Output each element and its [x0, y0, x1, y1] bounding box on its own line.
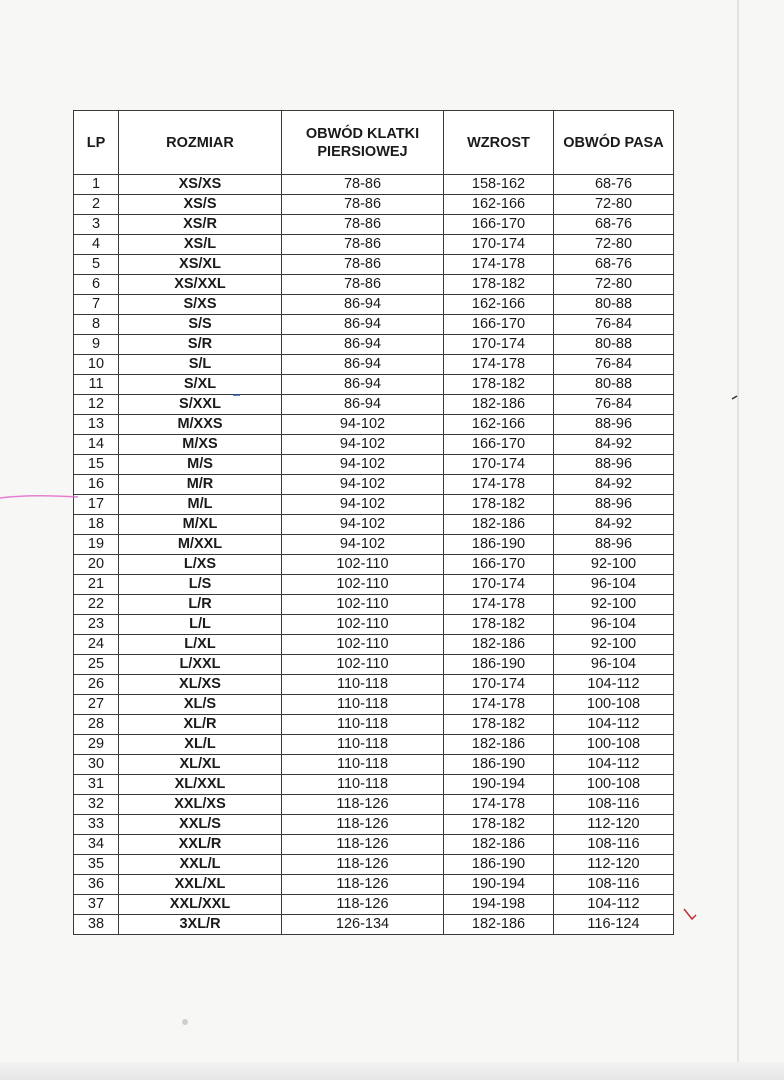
row-obwod-pasa-cell: 104-112 [554, 715, 674, 735]
row-lp-cell: 23 [74, 615, 119, 635]
row-wzrost-cell: 182-186 [444, 835, 554, 855]
row-obwod-pasa-cell: 72-80 [554, 235, 674, 255]
table-row [74, 415, 674, 435]
row-rozmiar-cell: XS/XL [119, 255, 282, 275]
row-wzrost-cell: 170-174 [444, 335, 554, 355]
table-row [74, 475, 674, 495]
row-wzrost-cell: 194-198 [444, 895, 554, 915]
row-rozmiar-cell: XXL/R [119, 835, 282, 855]
row-obwod-klatki-cell: 118-126 [282, 875, 444, 895]
row-obwod-klatki-cell: 78-86 [282, 195, 444, 215]
row-lp-cell: 28 [74, 715, 119, 735]
table-row [74, 535, 674, 555]
row-lp-cell: 30 [74, 755, 119, 775]
row-rozmiar-cell: XS/L [119, 235, 282, 255]
row-obwod-pasa-cell: 100-108 [554, 775, 674, 795]
row-obwod-pasa-cell: 96-104 [554, 575, 674, 595]
row-lp-cell: 32 [74, 795, 119, 815]
page-edge [737, 0, 739, 1080]
table-row [74, 715, 674, 735]
row-wzrost-cell: 178-182 [444, 275, 554, 295]
row-obwod-klatki-cell: 86-94 [282, 335, 444, 355]
row-obwod-pasa-cell: 96-104 [554, 615, 674, 635]
header-rozmiar: ROZMIAR [119, 111, 282, 175]
row-lp-cell: 10 [74, 355, 119, 375]
row-obwod-pasa-cell: 80-88 [554, 335, 674, 355]
table-row [74, 395, 674, 415]
table-row [74, 335, 674, 355]
row-obwod-klatki-cell: 102-110 [282, 575, 444, 595]
row-rozmiar-cell: M/L [119, 495, 282, 515]
row-obwod-klatki-cell: 118-126 [282, 795, 444, 815]
row-rozmiar-cell: XL/XXL [119, 775, 282, 795]
row-wzrost-cell: 174-178 [444, 475, 554, 495]
row-wzrost-cell: 182-186 [444, 735, 554, 755]
row-obwod-klatki-cell: 86-94 [282, 355, 444, 375]
row-lp-cell: 35 [74, 855, 119, 875]
row-lp-cell: 34 [74, 835, 119, 855]
row-wzrost-cell: 186-190 [444, 535, 554, 555]
row-wzrost-cell: 186-190 [444, 855, 554, 875]
row-wzrost-cell: 182-186 [444, 915, 554, 935]
row-rozmiar-cell: S/R [119, 335, 282, 355]
table-row [74, 375, 674, 395]
row-obwod-klatki-cell: 110-118 [282, 715, 444, 735]
row-lp-cell: 4 [74, 235, 119, 255]
row-rozmiar-cell: XXL/XS [119, 795, 282, 815]
red-pen-mark [680, 905, 700, 925]
row-lp-cell: 6 [74, 275, 119, 295]
row-lp-cell: 20 [74, 555, 119, 575]
table-row [74, 675, 674, 695]
row-rozmiar-cell: XL/XS [119, 675, 282, 695]
row-wzrost-cell: 174-178 [444, 595, 554, 615]
row-obwod-klatki-cell: 94-102 [282, 475, 444, 495]
row-obwod-pasa-cell: 92-100 [554, 595, 674, 615]
row-rozmiar-cell: XL/XL [119, 755, 282, 775]
row-wzrost-cell: 178-182 [444, 615, 554, 635]
row-obwod-klatki-cell: 118-126 [282, 835, 444, 855]
table-row [74, 295, 674, 315]
row-obwod-klatki-cell: 102-110 [282, 595, 444, 615]
row-rozmiar-cell: S/XS [119, 295, 282, 315]
table-row [74, 615, 674, 635]
row-obwod-klatki-cell: 102-110 [282, 635, 444, 655]
row-rozmiar-cell: XS/R [119, 215, 282, 235]
row-obwod-klatki-cell: 110-118 [282, 695, 444, 715]
row-wzrost-cell: 178-182 [444, 375, 554, 395]
row-wzrost-cell: 178-182 [444, 715, 554, 735]
row-rozmiar-cell: M/S [119, 455, 282, 475]
row-lp-cell: 11 [74, 375, 119, 395]
row-wzrost-cell: 162-166 [444, 295, 554, 315]
row-lp-cell: 13 [74, 415, 119, 435]
pink-pen-stroke [0, 488, 80, 508]
table-row [74, 235, 674, 255]
row-rozmiar-cell: L/XXL [119, 655, 282, 675]
row-obwod-pasa-cell: 68-76 [554, 255, 674, 275]
row-wzrost-cell: 174-178 [444, 695, 554, 715]
table-row [74, 195, 674, 215]
row-obwod-klatki-cell: 94-102 [282, 515, 444, 535]
table-row [74, 175, 674, 195]
row-obwod-pasa-cell: 88-96 [554, 535, 674, 555]
row-obwod-klatki-cell: 110-118 [282, 775, 444, 795]
row-wzrost-cell: 190-194 [444, 775, 554, 795]
table-row [74, 215, 674, 235]
row-rozmiar-cell: XXL/L [119, 855, 282, 875]
row-wzrost-cell: 158-162 [444, 175, 554, 195]
row-rozmiar-cell: S/L [119, 355, 282, 375]
row-obwod-pasa-cell: 108-116 [554, 795, 674, 815]
row-rozmiar-cell: XS/S [119, 195, 282, 215]
table-row [74, 755, 674, 775]
row-wzrost-cell: 174-178 [444, 795, 554, 815]
row-obwod-pasa-cell: 68-76 [554, 175, 674, 195]
row-obwod-klatki-cell: 126-134 [282, 915, 444, 935]
row-rozmiar-cell: M/XL [119, 515, 282, 535]
header-wzrost: WZROST [444, 111, 554, 175]
table-row [74, 515, 674, 535]
row-lp-cell: 5 [74, 255, 119, 275]
row-obwod-klatki-cell: 102-110 [282, 555, 444, 575]
row-obwod-klatki-cell: 110-118 [282, 675, 444, 695]
row-lp-cell: 2 [74, 195, 119, 215]
row-obwod-klatki-cell: 78-86 [282, 255, 444, 275]
row-wzrost-cell: 170-174 [444, 455, 554, 475]
row-obwod-pasa-cell: 72-80 [554, 275, 674, 295]
table-row [74, 255, 674, 275]
row-lp-cell: 15 [74, 455, 119, 475]
row-wzrost-cell: 186-190 [444, 655, 554, 675]
row-rozmiar-cell: XS/XS [119, 175, 282, 195]
table-row [74, 795, 674, 815]
row-lp-cell: 24 [74, 635, 119, 655]
row-obwod-klatki-cell: 78-86 [282, 215, 444, 235]
row-rozmiar-cell: L/L [119, 615, 282, 635]
row-obwod-klatki-cell: 102-110 [282, 655, 444, 675]
grey-speck [178, 1016, 192, 1028]
row-wzrost-cell: 178-182 [444, 495, 554, 515]
row-obwod-pasa-cell: 104-112 [554, 675, 674, 695]
row-obwod-pasa-cell: 76-84 [554, 355, 674, 375]
row-lp-cell: 29 [74, 735, 119, 755]
row-wzrost-cell: 170-174 [444, 575, 554, 595]
table-row [74, 635, 674, 655]
row-rozmiar-cell: XL/R [119, 715, 282, 735]
table-row [74, 855, 674, 875]
header-obwod-pasa: OBWÓD PASA [554, 111, 674, 175]
table-row [74, 435, 674, 455]
row-obwod-pasa-cell: 100-108 [554, 695, 674, 715]
row-obwod-pasa-cell: 112-120 [554, 815, 674, 835]
row-lp-cell: 14 [74, 435, 119, 455]
row-wzrost-cell: 190-194 [444, 875, 554, 895]
row-obwod-klatki-cell: 94-102 [282, 455, 444, 475]
table-body [74, 175, 674, 935]
row-rozmiar-cell: XS/XXL [119, 275, 282, 295]
table-row [74, 455, 674, 475]
row-wzrost-cell: 174-178 [444, 255, 554, 275]
row-obwod-klatki-cell: 94-102 [282, 495, 444, 515]
row-lp-cell: 22 [74, 595, 119, 615]
row-obwod-klatki-cell: 86-94 [282, 375, 444, 395]
table-row [74, 695, 674, 715]
row-obwod-klatki-cell: 78-86 [282, 275, 444, 295]
row-wzrost-cell: 182-186 [444, 515, 554, 535]
row-obwod-klatki-cell: 110-118 [282, 755, 444, 775]
table-row [74, 735, 674, 755]
table-row [74, 815, 674, 835]
row-obwod-pasa-cell: 104-112 [554, 755, 674, 775]
row-obwod-klatki-cell: 94-102 [282, 415, 444, 435]
row-obwod-pasa-cell: 88-96 [554, 495, 674, 515]
table-row [74, 575, 674, 595]
row-obwod-klatki-cell: 94-102 [282, 435, 444, 455]
row-rozmiar-cell: M/R [119, 475, 282, 495]
table-row [74, 355, 674, 375]
table-row [74, 655, 674, 675]
row-rozmiar-cell: L/R [119, 595, 282, 615]
table-row [74, 895, 674, 915]
row-rozmiar-cell: M/XXS [119, 415, 282, 435]
table-row [74, 915, 674, 935]
row-lp-cell: 16 [74, 475, 119, 495]
row-obwod-pasa-cell: 92-100 [554, 635, 674, 655]
row-lp-cell: 37 [74, 895, 119, 915]
row-wzrost-cell: 166-170 [444, 435, 554, 455]
header-row [74, 111, 674, 175]
row-obwod-pasa-cell: 100-108 [554, 735, 674, 755]
row-obwod-pasa-cell: 88-96 [554, 455, 674, 475]
row-obwod-pasa-cell: 108-116 [554, 875, 674, 895]
row-rozmiar-cell: XXL/XXL [119, 895, 282, 915]
row-lp-cell: 38 [74, 915, 119, 935]
table-row [74, 775, 674, 795]
table-row [74, 555, 674, 575]
row-wzrost-cell: 162-166 [444, 415, 554, 435]
row-rozmiar-cell: S/XXL [119, 395, 282, 415]
row-rozmiar-cell: L/XS [119, 555, 282, 575]
row-obwod-klatki-cell: 102-110 [282, 615, 444, 635]
row-obwod-klatki-cell: 78-86 [282, 235, 444, 255]
row-obwod-klatki-cell: 94-102 [282, 535, 444, 555]
row-rozmiar-cell: S/XL [119, 375, 282, 395]
row-rozmiar-cell: L/S [119, 575, 282, 595]
row-obwod-klatki-cell: 86-94 [282, 395, 444, 415]
row-obwod-pasa-cell: 108-116 [554, 835, 674, 855]
table-row [74, 595, 674, 615]
row-lp-cell: 12 [74, 395, 119, 415]
table-row [74, 495, 674, 515]
row-lp-cell: 1 [74, 175, 119, 195]
row-rozmiar-cell: S/S [119, 315, 282, 335]
row-obwod-pasa-cell: 80-88 [554, 375, 674, 395]
row-obwod-pasa-cell: 112-120 [554, 855, 674, 875]
row-obwod-pasa-cell: 96-104 [554, 655, 674, 675]
size-table [73, 110, 674, 935]
row-obwod-pasa-cell: 116-124 [554, 915, 674, 935]
row-obwod-klatki-cell: 86-94 [282, 315, 444, 335]
table-row [74, 315, 674, 335]
row-lp-cell: 18 [74, 515, 119, 535]
row-obwod-klatki-cell: 86-94 [282, 295, 444, 315]
row-lp-cell: 27 [74, 695, 119, 715]
row-wzrost-cell: 182-186 [444, 635, 554, 655]
row-lp-cell: 31 [74, 775, 119, 795]
row-wzrost-cell: 162-166 [444, 195, 554, 215]
header-obwod-klatki: OBWÓD KLATKI PIERSIOWEJ [282, 111, 444, 175]
row-lp-cell: 21 [74, 575, 119, 595]
row-lp-cell: 7 [74, 295, 119, 315]
row-rozmiar-cell: 3XL/R [119, 915, 282, 935]
row-wzrost-cell: 178-182 [444, 815, 554, 835]
row-obwod-klatki-cell: 78-86 [282, 175, 444, 195]
row-wzrost-cell: 174-178 [444, 355, 554, 375]
row-rozmiar-cell: L/XL [119, 635, 282, 655]
row-obwod-pasa-cell: 84-92 [554, 435, 674, 455]
row-rozmiar-cell: XXL/XL [119, 875, 282, 895]
row-obwod-pasa-cell: 80-88 [554, 295, 674, 315]
row-wzrost-cell: 166-170 [444, 315, 554, 335]
row-obwod-pasa-cell: 68-76 [554, 215, 674, 235]
row-obwod-klatki-cell: 110-118 [282, 735, 444, 755]
row-lp-cell: 19 [74, 535, 119, 555]
row-lp-cell: 17 [74, 495, 119, 515]
row-obwod-klatki-cell: 118-126 [282, 855, 444, 875]
row-lp-cell: 8 [74, 315, 119, 335]
row-obwod-pasa-cell: 84-92 [554, 515, 674, 535]
row-wzrost-cell: 182-186 [444, 395, 554, 415]
row-obwod-pasa-cell: 76-84 [554, 315, 674, 335]
row-wzrost-cell: 166-170 [444, 215, 554, 235]
row-rozmiar-cell: XL/L [119, 735, 282, 755]
row-lp-cell: 25 [74, 655, 119, 675]
row-rozmiar-cell: XXL/S [119, 815, 282, 835]
row-wzrost-cell: 166-170 [444, 555, 554, 575]
row-rozmiar-cell: M/XXL [119, 535, 282, 555]
table-row [74, 275, 674, 295]
row-rozmiar-cell: XL/S [119, 695, 282, 715]
row-lp-cell: 36 [74, 875, 119, 895]
table-row [74, 835, 674, 855]
row-obwod-pasa-cell: 88-96 [554, 415, 674, 435]
scan-bottom-edge [0, 1062, 784, 1080]
row-obwod-pasa-cell: 72-80 [554, 195, 674, 215]
row-wzrost-cell: 186-190 [444, 755, 554, 775]
row-obwod-pasa-cell: 92-100 [554, 555, 674, 575]
row-wzrost-cell: 170-174 [444, 235, 554, 255]
row-rozmiar-cell: M/XS [119, 435, 282, 455]
row-wzrost-cell: 170-174 [444, 675, 554, 695]
row-obwod-klatki-cell: 118-126 [282, 815, 444, 835]
row-lp-cell: 33 [74, 815, 119, 835]
row-obwod-klatki-cell: 118-126 [282, 895, 444, 915]
row-obwod-pasa-cell: 84-92 [554, 475, 674, 495]
row-lp-cell: 3 [74, 215, 119, 235]
row-obwod-pasa-cell: 76-84 [554, 395, 674, 415]
header-lp: LP [74, 111, 119, 175]
row-lp-cell: 9 [74, 335, 119, 355]
table-row [74, 875, 674, 895]
row-lp-cell: 26 [74, 675, 119, 695]
row-obwod-pasa-cell: 104-112 [554, 895, 674, 915]
